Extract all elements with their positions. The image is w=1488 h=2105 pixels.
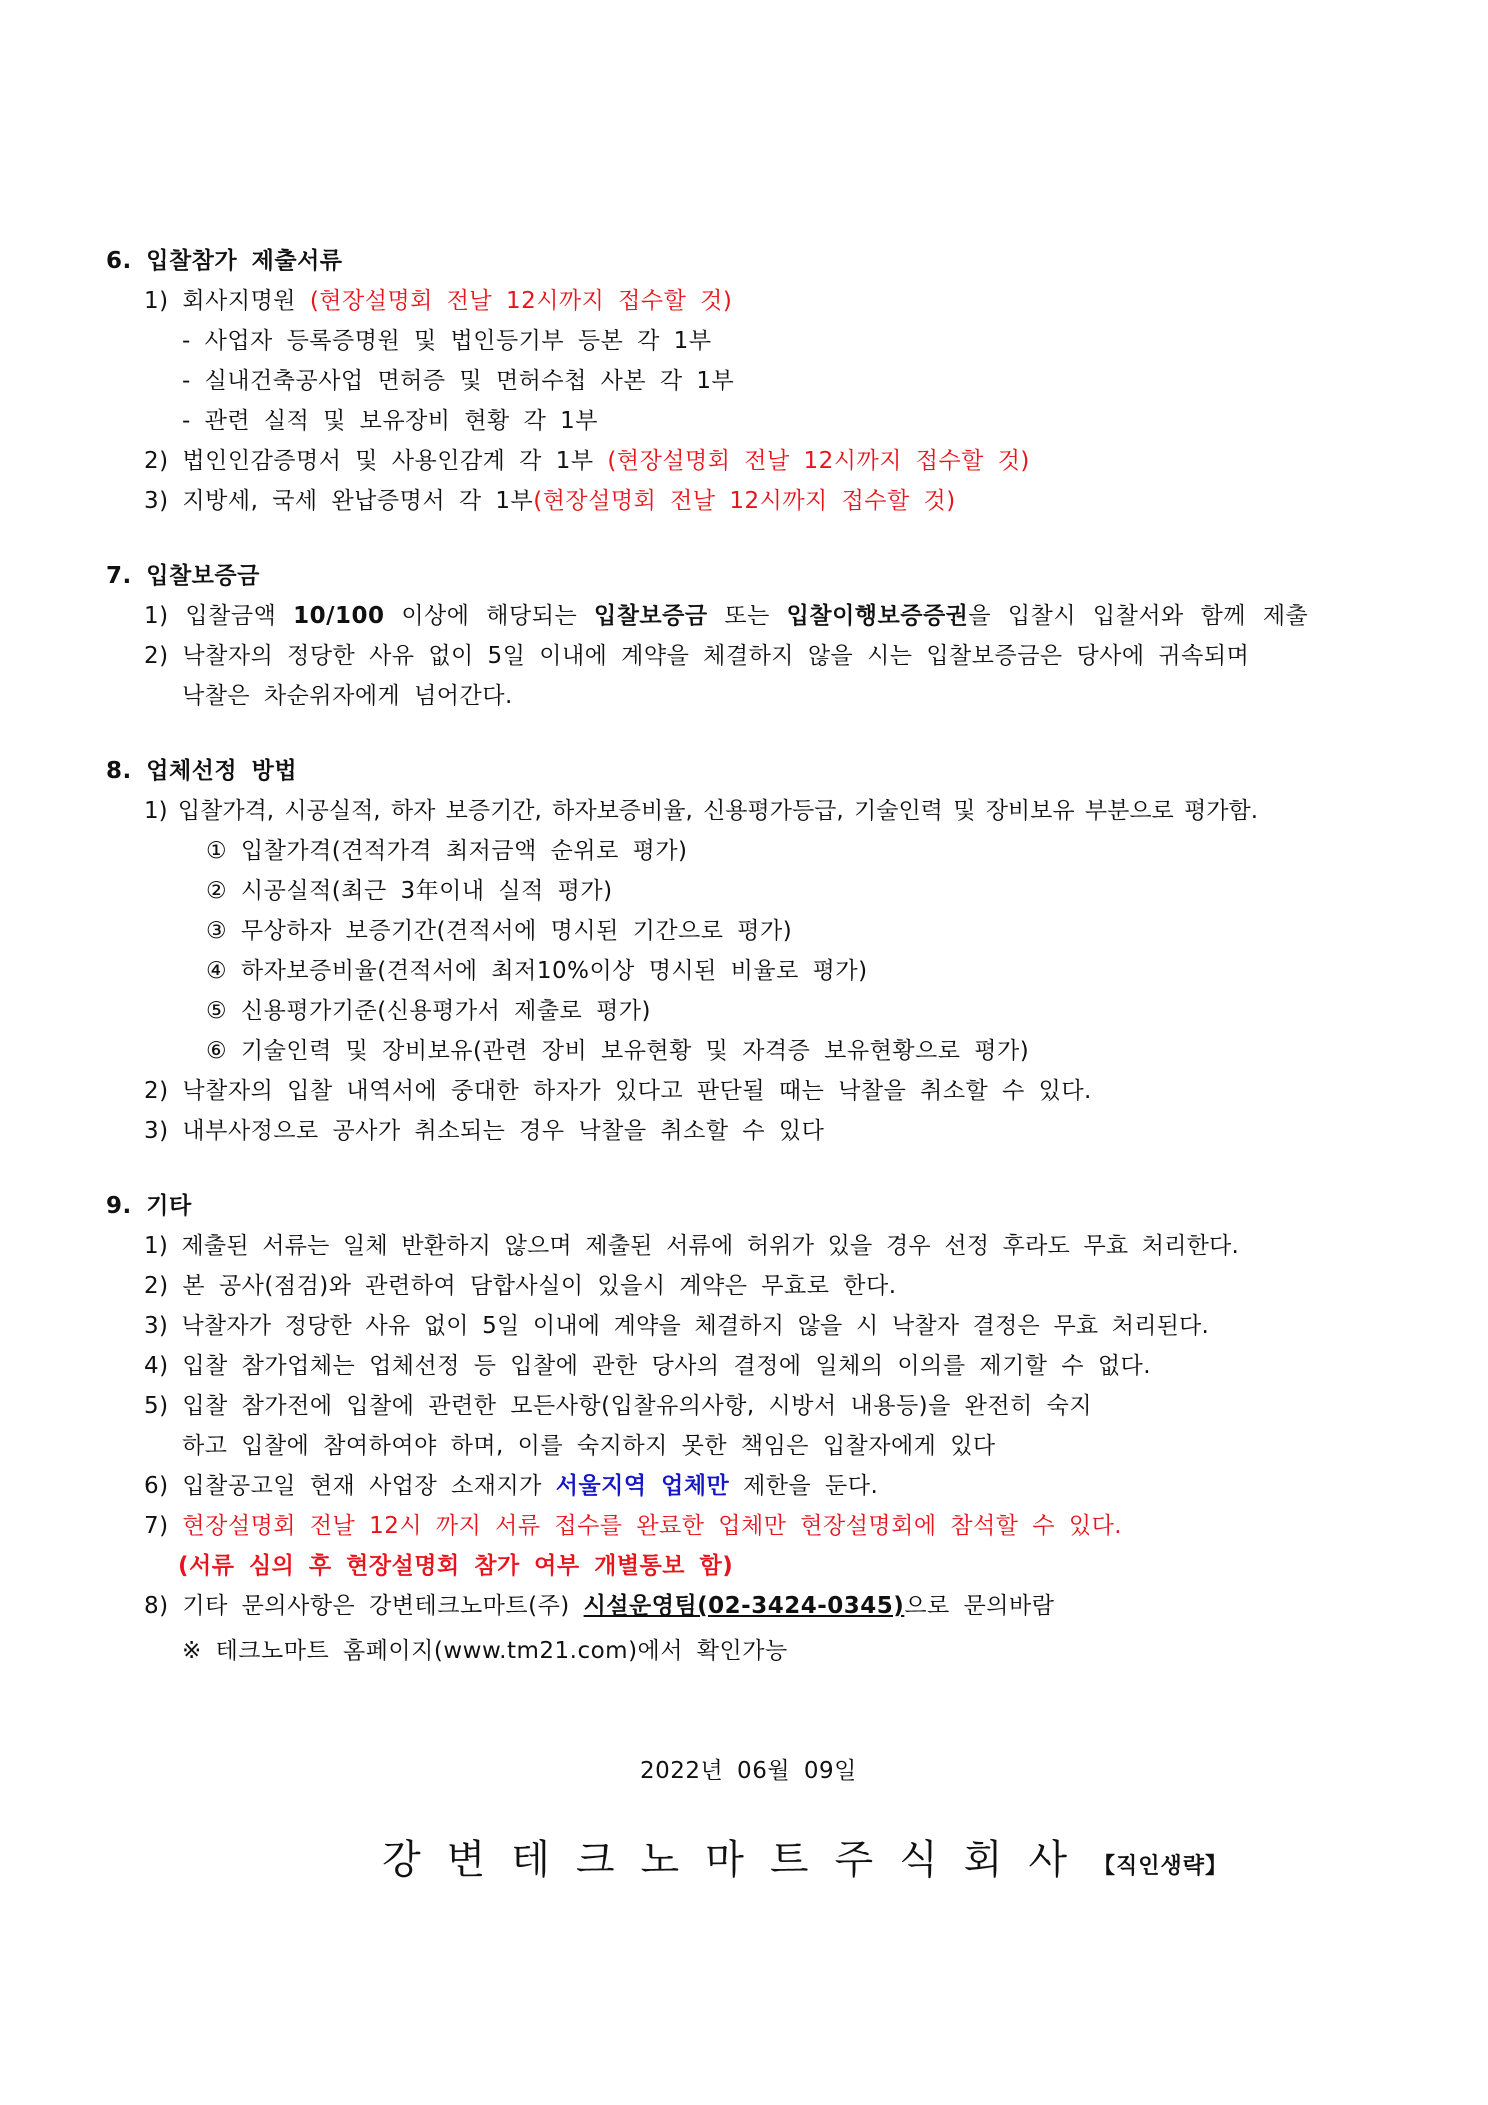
s9-item-2: 2) 본 공사(점검)와 관련하여 담합사실이 있을시 계약은 무효로 한다. [144, 1273, 897, 1299]
s7-item-1-bond: 입찰이행보증증권 [786, 603, 969, 629]
s7-item-1-text-c: 이상에 해당되는 [384, 603, 594, 629]
s8-criterion-3: ③ 무상하자 보증기간(견적서에 명시된 기간으로 평가) [206, 918, 793, 944]
s6-sub-item-1: - 사업자 등록증명원 및 법인등기부 등본 각 1부 [182, 328, 712, 354]
s9-item-5-continued: 하고 입찰에 참여하여야 하며, 이를 숙지하지 못한 책임은 입찰자에게 있다 [182, 1433, 996, 1459]
s6-item-1 [144, 286, 732, 316]
s7-item-1-text-g: 을 입찰시 입찰서와 함께 제출 [968, 603, 1309, 629]
s9-item-7 [144, 1511, 1122, 1541]
s8-criterion-6: ⑥ 기술인력 및 장비보유(관련 장비 보유현황 및 자격증 보유현황으로 평가) [206, 1038, 1030, 1064]
s7-item-1-deposit: 입찰보증금 [594, 603, 708, 629]
s9-item-8-text-a: 8) 기타 문의사항은 강변테크노마트(주) [144, 1593, 584, 1619]
s7-item-1-text-a: 1) 입찰금액 [144, 603, 294, 629]
s6-item-3-text: 3) 지방세, 국세 완납증명서 각 1부 [144, 488, 534, 514]
s8-criterion-2: ② 시공실적(최근 3年이내 실적 평가) [206, 878, 613, 904]
s8-criterion-5: ⑤ 신용평가기준(신용평가서 제출로 평가) [206, 998, 651, 1024]
s9-item-6-text-c: 제한을 둔다. [729, 1473, 879, 1499]
s6-item-1-text: 1) 회사지명원 [144, 288, 310, 314]
document-date: 2022년 06월 09일 [640, 1758, 857, 1784]
s9-item-8 [144, 1591, 1054, 1621]
section-8-title: 8. 업체선정 방법 [106, 758, 298, 784]
section-9-title: 9. 기타 [106, 1193, 192, 1219]
s9-item-3: 3) 낙찰자가 정당한 사유 없이 5일 이내에 계약을 체결하지 않을 시 낙찰자 결정은 무효 처리된다. [144, 1313, 1209, 1339]
company-name: 강변테크노마트주식회사 [382, 1837, 1094, 1883]
s9-item-6-region: 서울지역 업체만 [555, 1473, 730, 1499]
s9-item-8-text-c: 으로 문의바람 [904, 1593, 1055, 1619]
seal-omitted-label: 【직인생략】 [1093, 1854, 1229, 1879]
section-6-title: 6. 입찰참가 제출서류 [106, 248, 343, 274]
s6-item-2 [144, 446, 1030, 476]
s6-item-2-text: 2) 법인인감증명서 및 사용인감계 각 1부 [144, 448, 608, 474]
s9-item-5: 5) 입찰 참가전에 입찰에 관련한 모든사항(입찰유의사항, 시방서 내용등)을 완전히 숙지 [144, 1393, 1093, 1419]
s7-item-1-rate: 10/100 [293, 603, 385, 629]
s6-item-3 [144, 486, 956, 516]
s7-item-1-text-e: 또는 [707, 603, 787, 629]
s8-item-1: 1) 입찰가격, 시공실적, 하자 보증기간, 하자보증비율, 신용평가등급, 기술인력 및 장비보유 부분으로 평가함. [144, 798, 1259, 824]
s9-item-4: 4) 입찰 참가업체는 업체선정 등 입찰에 관한 당사의 결정에 일체의 이의를 제기할 수 없다. [144, 1353, 1152, 1379]
s9-item-7-text: 현장설명회 전날 12시 까지 서류 접수를 완료한 업체만 현장설명회에 참석할 수 있다. [182, 1513, 1123, 1539]
s6-sub-item-2: - 실내건축공사업 면허증 및 면허수첩 사본 각 1부 [182, 368, 735, 394]
s6-item-3-deadline: (현장설명회 전날 12시까지 접수할 것) [533, 488, 956, 514]
s7-item-1 [144, 601, 1308, 631]
s7-item-2: 2) 낙찰자의 정당한 사유 없이 5일 이내에 계약을 체결하지 않을 시는 입찰보증금은 당사에 귀속되며 [144, 643, 1250, 669]
s6-item-1-deadline: (현장설명회 전날 12시까지 접수할 것) [309, 288, 733, 314]
s8-item-3: 3) 내부사정으로 공사가 취소되는 경우 낙찰을 취소할 수 있다 [144, 1118, 825, 1144]
s9-item-7-notice: (서류 심의 후 현장설명회 참가 여부 개별통보 함) [178, 1553, 734, 1579]
s6-sub-item-3: - 관련 실적 및 보유장비 현황 각 1부 [182, 408, 598, 434]
s9-item-6 [144, 1471, 878, 1501]
s6-item-2-deadline: (현장설명회 전날 12시까지 접수할 것) [607, 448, 1030, 474]
s8-criterion-1: ① 입찰가격(견적가격 최저금액 순위로 평가) [206, 838, 688, 864]
s9-item-1: 1) 제출된 서류는 일체 반환하지 않으며 제출된 서류에 허위가 있을 경우 선정 후라도 무효 처리한다. [144, 1233, 1239, 1259]
s9-item-8-contact: 시설운영팀(02-3424-0345) [583, 1593, 905, 1619]
section-7-title: 7. 입찰보증금 [106, 563, 260, 589]
s9-note: ※ 테크노마트 홈페이지(www.tm21.com)에서 확인가능 [182, 1638, 788, 1664]
s8-criterion-4: ④ 하자보증비율(견적서에 최저10%이상 명시된 비율로 평가) [206, 958, 868, 984]
s9-item-7-number: 7) [144, 1513, 183, 1539]
s7-item-2-continued: 낙찰은 차순위자에게 넘어간다. [182, 683, 513, 709]
s9-item-6-text-a: 6) 입찰공고일 현재 사업장 소재지가 [144, 1473, 556, 1499]
company-signature [382, 1836, 1228, 1891]
s8-item-2: 2) 낙찰자의 입찰 내역서에 중대한 하자가 있다고 판단될 때는 낙찰을 취소할 수 있다. [144, 1078, 1092, 1104]
